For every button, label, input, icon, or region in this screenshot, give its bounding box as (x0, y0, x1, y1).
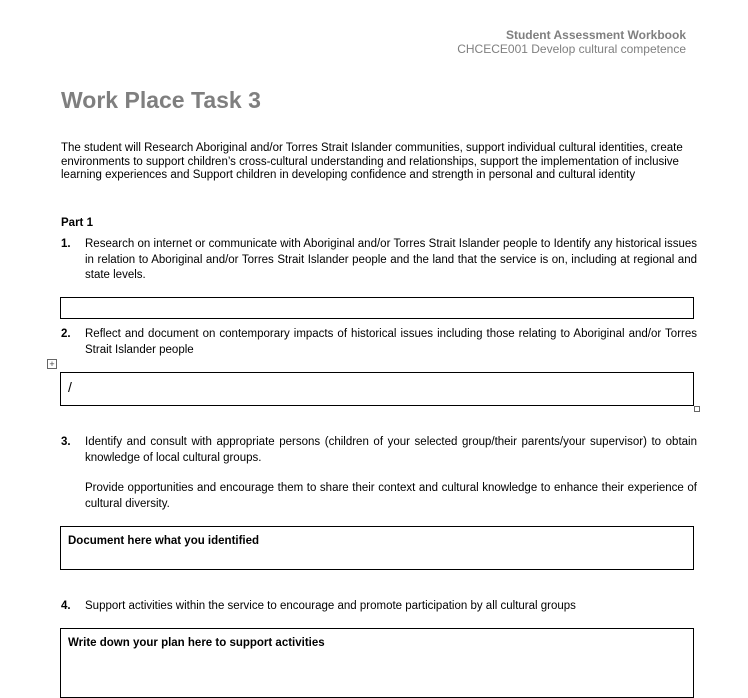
question-number: 1. (61, 238, 71, 250)
answer-box-3[interactable] (60, 526, 694, 570)
answer-box-2[interactable] (60, 372, 694, 406)
question-text: Support activities within the service to encourage and promote participation by all cultural groups (85, 600, 576, 612)
answer-box-1[interactable] (60, 297, 694, 319)
intro-paragraph: The student will Research Aboriginal and/or Torres Strait Islander communities, support individual cultural identities, create environments to support children’s cross-cultural understanding and relationships, support the implementation of inclusive learning experiences and Support children in developing confidence and strength in personal and cultural identity (61, 142, 683, 182)
page-title: Work Place Task 3 (61, 87, 261, 113)
answer-box-label: Write down your plan here to support activities (68, 637, 325, 649)
question-4 (61, 599, 697, 615)
question-3 (61, 435, 697, 512)
question-number: 2. (61, 328, 71, 340)
question-text: Reflect and document on contemporary impacts of historical issues including those relating to Aboriginal and/or Torres Strait Islander people (85, 328, 697, 356)
part-label: Part 1 (61, 217, 93, 229)
table-move-handle-icon[interactable]: + (47, 359, 57, 369)
unit-code: CHCECE001 Develop cultural competence (457, 42, 686, 56)
answer-box-label: Document here what you identified (68, 535, 260, 547)
question-number: 4. (61, 600, 71, 612)
question-text: Identify and consult with appropriate persons (children of your selected group/their parents/your supervisor) to obtain knowledge of local cultural groups. (85, 436, 697, 464)
question-2 (61, 327, 697, 358)
text-cursor-icon: / (68, 379, 72, 395)
question-1 (61, 237, 697, 284)
workbook-title: Student Assessment Workbook (505, 28, 686, 42)
question-number: 3. (61, 436, 71, 448)
table-resize-handle-icon[interactable] (694, 406, 700, 412)
question-text-2: Provide opportunities and encourage them to share their context and cultural knowledge to enhance their experience of cultural diversity. (85, 482, 697, 510)
page-header (457, 28, 686, 56)
question-text: Research on internet or communicate with Aboriginal and/or Torres Strait Islander people to Identify any historical issues in relation to Aboriginal and/or Torres Strait Islander people and the land that the service is on, including at regional and state levels. (85, 238, 697, 281)
